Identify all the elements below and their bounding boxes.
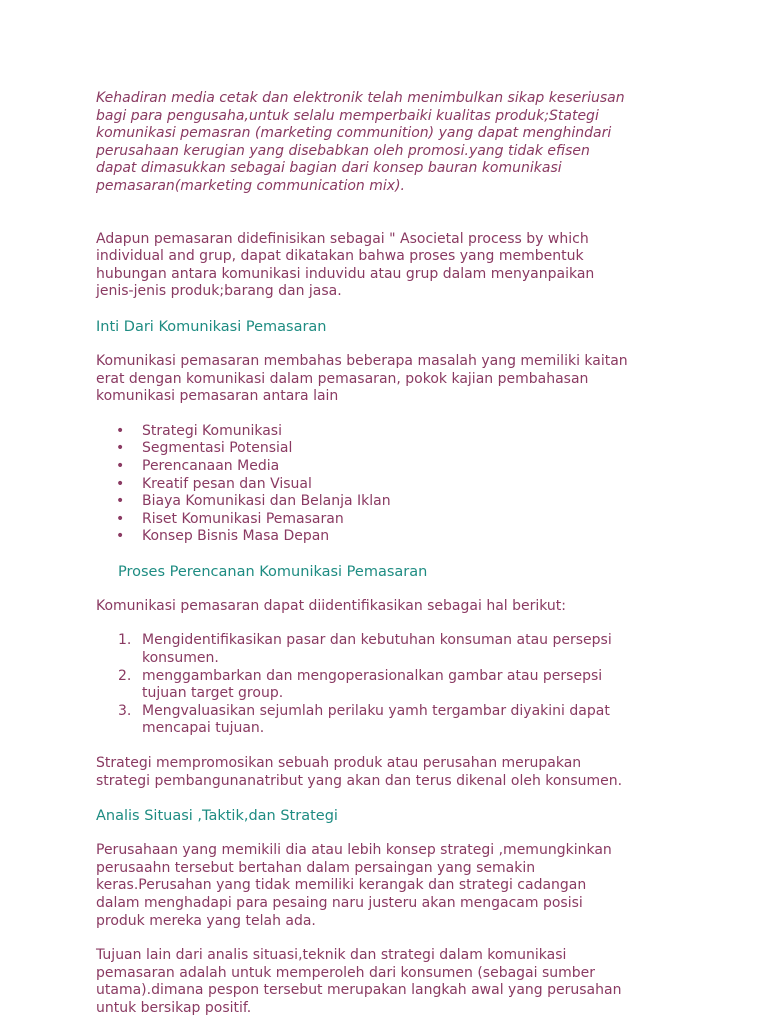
bullet-icon: •: [116, 457, 125, 474]
list-item: [96, 528, 696, 546]
bullet-icon: •: [116, 440, 125, 457]
intro-paragraph: Kehadiran media cetak dan elektronik telah menimbulkan sikap keseriusan bagi para pengusaha,untuk selalu memperbaiki kualitas produk;Stategi komunikasi pemasran (marketing communition) yang dapat menghindari perusahaan kerugian yang disebabkan oleh promosi.yang tidak efisen dapat dimasukkan sebagai bagian dari konsep bauran komunikasi pemasaran(marketing communication mix).: [96, 90, 625, 194]
step-text: Mengvaluasikan sejumlah perilaku yamh tergambar diyakini dapat mencapai tujuan.: [142, 702, 610, 737]
bullet-icon: •: [116, 528, 125, 545]
bullet-icon: •: [116, 510, 125, 527]
list-item: [96, 668, 696, 703]
list-item: [96, 423, 696, 441]
section-inti-body: Komunikasi pemasaran membahas beberapa masalah yang memiliki kaitan erat dengan komunikasi dalam pemasaran, pokok kajian pembahasan komunikasi pemasaran antara lain: [96, 352, 628, 405]
list-item: [96, 632, 696, 667]
list-item-text: Strategi Komunikasi: [142, 422, 282, 439]
step-number: 2.: [118, 667, 132, 684]
section-proses-body: Komunikasi pemasaran dapat diidentifikasikan sebagai hal berikut:: [96, 597, 567, 614]
list-item: [96, 476, 696, 494]
definition-paragraph: Adapun pemasaran didefinisikan sebagai " Asocietal process by which individual and grup, dapat dikatakan bahwa proses yang membentuk hubungan antara komunikasi induvidu atau grup dalam menyanpaikan jenis-jenis produk;barang dan jasa.: [96, 230, 595, 300]
section-heading-analis: Analis Situasi ,Taktik,dan Strategi: [96, 808, 338, 825]
list-item: [96, 493, 696, 511]
list-item: [96, 440, 696, 458]
step-list: [96, 632, 696, 738]
list-item-text: Konsep Bisnis Masa Depan: [142, 528, 330, 545]
list-item-text: Biaya Komunikasi dan Belanja Iklan: [142, 493, 391, 510]
section-heading-proses: Proses Perencanan Komunikasi Pemasaran: [118, 563, 428, 580]
list-item-text: Kreatif pesan dan Visual: [142, 475, 312, 492]
step-number: 3.: [118, 702, 132, 719]
section-analis-body-2: Tujuan lain dari analis situasi,teknik dan strategi dalam komunikasi pemasaran adalah untuk memperoleh dari konsumen (sebagai sumber utama).dimana pespon tersebut merupakan langkah awal yang perusahan untuk bersikap positif.: [96, 947, 622, 1016]
step-number: 1.: [118, 632, 132, 649]
list-item: [96, 703, 696, 738]
section-proses-closing: Strategi mempromosikan sebuah produk atau perusahan merupakan strategi pembangunanatribut yang akan dan terus dikenal oleh konsumen.: [96, 755, 623, 789]
list-item-text: Perencanaan Media: [142, 457, 280, 474]
document-page: [96, 90, 696, 1035]
bullet-icon: •: [116, 422, 125, 439]
step-text: Mengidentifikasikan pasar dan kebutuhan konsuman atau persepsi konsumen.: [142, 632, 612, 667]
step-text: menggambarkan dan mengoperasionalkan gambar atau persepsi tujuan target group.: [142, 667, 603, 702]
bullet-icon: •: [116, 493, 125, 510]
list-item-text: Segmentasi Potensial: [142, 440, 293, 457]
list-item: [96, 511, 696, 529]
section-analis-body-1: Perusahaan yang memikili dia atau lebih konsep strategi ,memungkinkan perusaahn tersebut bertahan dalam persaingan yang semakin keras.Perusahan yang tidak memiliki kerangak dan strategi cadangan dalam menghadapi para pesaing naru justeru akan mengacam posisi produk mereka yang telah ada.: [96, 842, 612, 929]
bullet-icon: •: [116, 475, 125, 492]
list-item: [96, 458, 696, 476]
section-heading-inti: Inti Dari Komunikasi Pemasaran: [96, 318, 327, 335]
list-item-text: Riset Komunikasi Pemasaran: [142, 510, 344, 527]
topic-list: [96, 423, 696, 546]
